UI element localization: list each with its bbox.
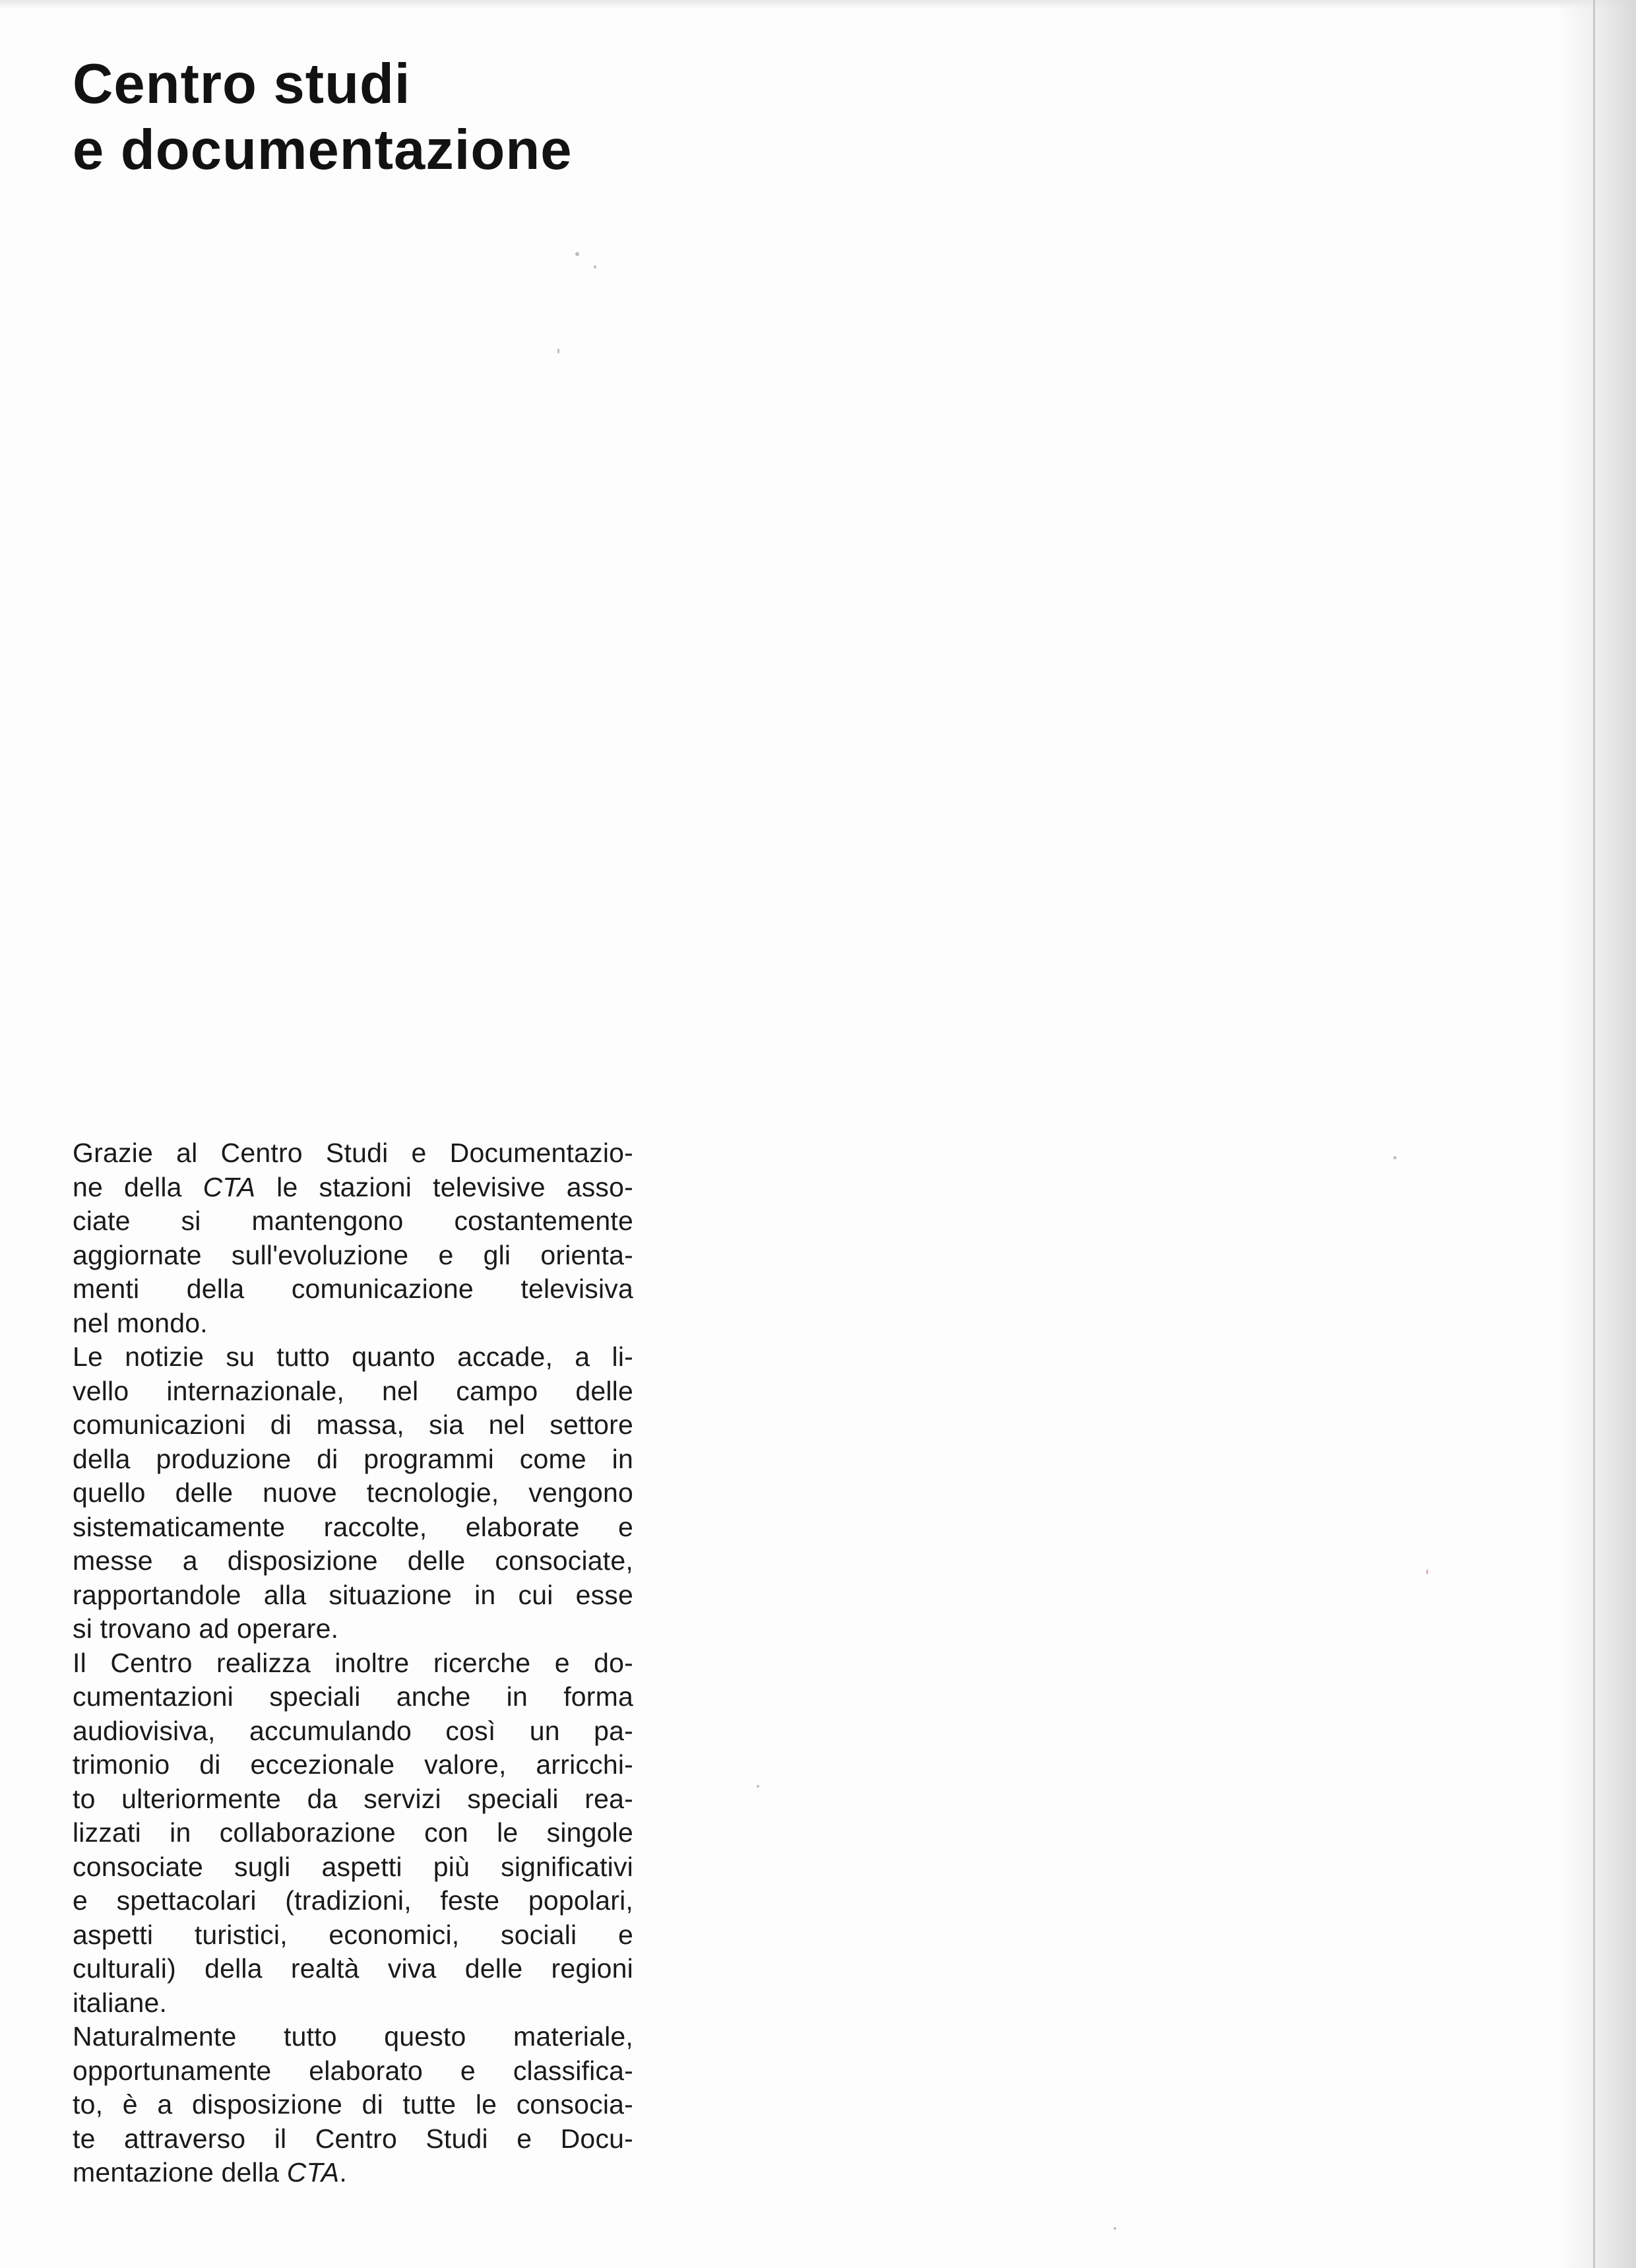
text-line: sistematicamente raccolte, elaborate e [73,1511,633,1542]
text-line: trimonio di eccezionale valore, arricchi- [73,1749,633,1780]
text-line: opportunamente elaborato e classifica- [73,2055,633,2086]
text-line: cumentazioni speciali anche in forma [73,1681,633,1712]
title-line-2: e documentazione [73,119,573,181]
binding-shadow [1557,0,1636,2268]
page-title [73,51,573,183]
text-line: menti della comunicazione televisiva [73,1274,633,1304]
paragraph-3 [73,1646,633,2021]
text-line: nel mondo. [73,1307,208,1338]
text-line: aspetti turistici, economici, sociali e [73,1919,633,1950]
cta-abbreviation: CTA [286,2157,340,2187]
scan-speck [1426,1569,1428,1574]
text-line: si trovano ad operare. [73,1613,339,1644]
text-line: te attraverso il Centro Studi e Docu- [73,2123,633,2154]
text-line: comunicazioni di massa, sia nel settore [73,1409,633,1440]
text-fragment: . [339,2157,347,2187]
text-fragment: ne della [73,1171,203,1202]
text-line: italiane. [73,1987,168,2018]
text-line: consociate sugli aspetti più significativi [73,1851,633,1882]
text-line: quello delle nuove tecnologie, vengono [73,1477,633,1508]
text-fragment: le stazioni televisive asso- [255,1171,633,1202]
body-text [73,1136,633,2190]
paragraph-2 [73,1340,633,1646]
text-line: della produzione di programmi come in [73,1443,633,1474]
text-line: e spettacolari (tradizioni, feste popolari, [73,1885,633,1916]
text-line: messe a disposizione delle consociate, [73,1545,633,1576]
binding-fold-line [1593,0,1595,2268]
text-line: aggiornate sull'evoluzione e gli orienta- [73,1239,633,1270]
cta-abbreviation: CTA [203,1171,256,1202]
text-line: audiovisiva, accumulando così un pa- [73,1715,633,1746]
text-line: Naturalmente tutto questo materiale, [73,2021,633,2052]
text-line: Il Centro realizza inoltre ricerche e do- [73,1647,633,1678]
text-line: Le notizie su tutto quanto accade, a li- [73,1342,633,1372]
text-line [73,2156,633,2190]
scan-speck [557,348,559,354]
text-line [73,1171,633,1205]
text-line: culturali) della realtà viva delle regioni [73,1953,633,1984]
text-line: vello internazionale, nel campo delle [73,1375,633,1406]
top-edge-shadow [0,0,1636,9]
text-line: ciate si mantengono costantemente [73,1206,633,1236]
text-line: lizzati in collaborazione con le singole [73,1817,633,1848]
text-line: to, è a disposizione di tutte le consocia- [73,2089,633,2120]
text-line: rapportandole alla situazione in cui esse [73,1579,633,1610]
title-line-1: Centro studi [73,53,411,115]
scan-speck [575,252,579,256]
scan-speck [594,265,596,269]
paragraph-4 [73,2020,633,2190]
paragraph-1 [73,1136,633,1340]
text-fragment: mentazione della [73,2157,287,2187]
scan-speck [757,1785,759,1788]
scan-speck [1114,2227,1116,2230]
scan-speck [1393,1156,1397,1159]
text-line: to ulteriormente da servizi speciali rea- [73,1783,633,1814]
text-line: Grazie al Centro Studi e Documentazio- [73,1138,633,1168]
